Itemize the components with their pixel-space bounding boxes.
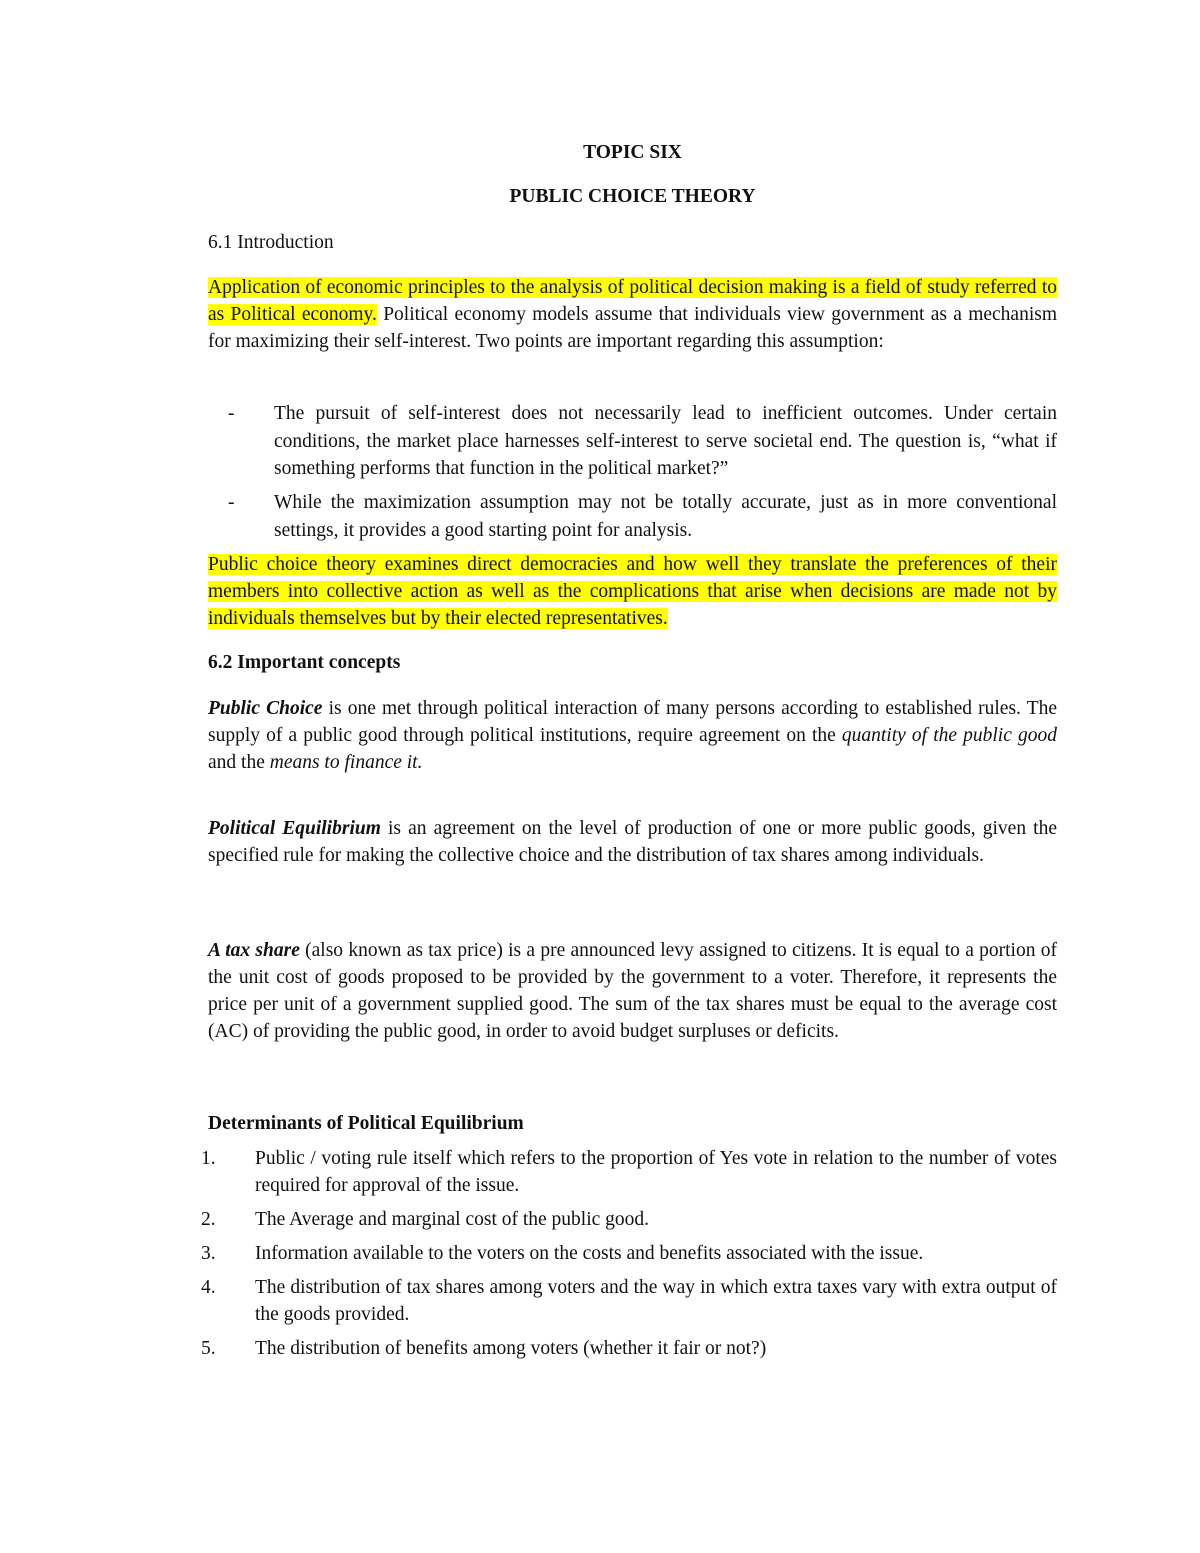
determinants-heading: Determinants of Political Equilibrium <box>208 1113 524 1134</box>
intro-paragraph <box>208 274 1057 355</box>
list-number: 2. <box>201 1209 216 1230</box>
list-text: The distribution of tax shares among voters and the way in which extra taxes vary with extra output of the goods provided. <box>255 1277 1057 1325</box>
definition-text: is an agreement on the level of production of one or more public goods, given the specified rule for making the collective choice and the distribution of tax shares among individuals. <box>208 818 1057 866</box>
section-heading-concepts: 6.2 Important concepts <box>208 652 401 673</box>
definition-text: (also known as tax price) is a pre announced levy assigned to citizens. It is equal to a portion of the unit cost of goods proposed to be provided by the government to a voter. Therefore, it represents the price per unit of a government supplied good. The sum of the tax shares must be equal to the average cost (AC) of providing the public good, in order to avoid budget surpluses or deficits. <box>208 940 1057 1042</box>
topic-subtitle: PUBLIC CHOICE THEORY <box>509 186 756 207</box>
italic-quantity: quantity of the public good <box>841 725 1057 746</box>
bullet-dash: - <box>228 492 235 513</box>
definition-text: is one met through political interaction of many persons according to established rules. The supply of a public good through political institutions, require agreement on the <box>208 698 1058 746</box>
section-heading-introduction: 6.1 Introduction <box>208 232 334 253</box>
highlighted-definition: Application of economic principles to the analysis of political decision making is a field of study referred to as Political economy. <box>208 277 1057 325</box>
tax-share-definition <box>208 937 1057 1045</box>
bullet-text: The pursuit of self-interest does not necessarily lead to inefficient outcomes. Under certain conditions, the market place harnesses self-interest to serve societal end. The question is, “what if something performs that function in the political market?” <box>274 403 1057 479</box>
bullet-text: While the maximization assumption may not be totally accurate, just as in more conventional settings, it provides a good starting point for analysis. <box>274 492 1057 541</box>
list-number: 1. <box>201 1148 216 1169</box>
list-number: 3. <box>201 1243 216 1264</box>
intro-paragraph-rest: Political economy models assume that individuals view government as a mechanism for maximizing their self-interest. Two points are important regarding this assumption: <box>208 304 1057 352</box>
bullet-dash: - <box>228 403 235 424</box>
topic-title: TOPIC SIX <box>583 142 682 163</box>
list-number: 5. <box>201 1338 216 1359</box>
term-public-choice: Public Choice <box>208 698 323 719</box>
list-text: Public / voting rule itself which refers to the proportion of Yes vote in relation to the number of votes required for approval of the issue. <box>255 1148 1057 1196</box>
list-text: The distribution of benefits among voters (whether it fair or not?) <box>255 1338 767 1359</box>
list-text: Information available to the voters on the costs and benefits associated with the issue. <box>255 1243 924 1264</box>
list-text: The Average and marginal cost of the public good. <box>255 1209 650 1230</box>
public-choice-paragraph <box>208 551 1057 632</box>
italic-means: means to finance it. <box>269 752 423 773</box>
highlighted-paragraph: Public choice theory examines direct democracies and how well they translate the preferences of their members into collective action as well as the complications that arise when decisions are made not by individuals themselves but by their elected representatives. <box>208 554 1057 629</box>
term-tax-share: A tax share <box>208 940 300 961</box>
political-equilibrium-definition <box>208 815 1057 869</box>
list-number: 4. <box>201 1277 216 1298</box>
term-political-equilibrium: Political Equilibrium <box>208 818 381 839</box>
definition-text-2: and the <box>208 752 270 773</box>
public-choice-definition <box>208 695 1057 776</box>
